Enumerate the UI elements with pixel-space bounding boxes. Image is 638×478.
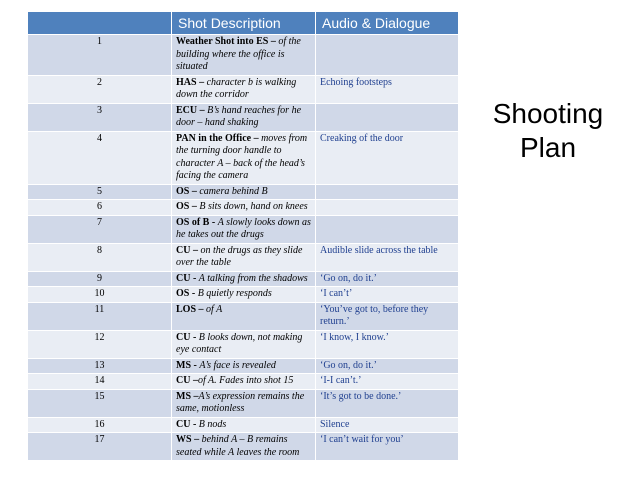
table-row [28, 433, 459, 461]
shot-description [172, 271, 316, 287]
audio-dialogue [316, 184, 459, 200]
shot-description [172, 103, 316, 131]
shot-detail: B’s hand reaches for he door – hand shaking [176, 104, 302, 128]
shot-detail: behind A – B remains seated while A leaves the room [176, 434, 300, 458]
shot-number: 3 [28, 103, 172, 131]
shot-number: 12 [28, 330, 172, 358]
shot-type: CU [176, 331, 191, 343]
shot-detail: B sits down, hand on knees [199, 201, 308, 212]
shot-detail: B quietly responds [197, 288, 272, 299]
shot-type: OS [176, 201, 190, 212]
shot-separator: – [268, 36, 279, 47]
shot-number: 7 [28, 215, 172, 243]
shot-description [172, 330, 316, 358]
shot-type: OS [176, 288, 190, 299]
shot-type: CU [176, 244, 191, 256]
header-audio-dialogue: Audio & Dialogue [316, 12, 459, 35]
shot-number: 13 [28, 358, 172, 374]
shot-description [172, 131, 316, 184]
table-row [28, 103, 459, 131]
shot-detail: of A. Fades into shot 15 [197, 375, 294, 386]
audio-dialogue: ‘Go on, do it.’ [316, 271, 459, 287]
shot-number: 9 [28, 271, 172, 287]
shot-number: 1 [28, 35, 172, 76]
shot-type: CU [176, 272, 191, 284]
title-line-1: Shooting [492, 98, 604, 129]
shot-description [172, 389, 316, 417]
audio-dialogue [316, 215, 459, 243]
shot-detail: on the drugs as they slide over the table [176, 244, 303, 268]
table-row [28, 131, 459, 184]
shot-description [172, 433, 316, 461]
shot-description [172, 243, 316, 271]
header-shot-description: Shot Description [172, 12, 316, 35]
shot-number: 17 [28, 433, 172, 461]
shot-separator: - [190, 418, 199, 430]
table-row [28, 215, 459, 243]
shooting-plan-table [27, 11, 459, 461]
shot-separator: – [189, 185, 200, 197]
shot-separator: - [190, 272, 199, 284]
audio-dialogue: ‘Go on, do it.’ [316, 358, 459, 374]
table-body [28, 35, 459, 461]
shot-number: 15 [28, 389, 172, 417]
shot-description [172, 215, 316, 243]
audio-dialogue: Creaking of the door [316, 131, 459, 184]
table-row [28, 184, 459, 200]
shot-separator: – [251, 132, 262, 144]
shot-separator: - [191, 359, 200, 371]
table-row [28, 358, 459, 374]
shot-detail: A slowly looks down as he takes out the drugs [176, 216, 311, 240]
shot-detail: of the building where the office is situated [176, 36, 301, 72]
shot-separator: - [189, 288, 198, 299]
shot-number: 14 [28, 374, 172, 390]
shot-detail: B nods [198, 418, 227, 430]
shot-type: MS [176, 390, 191, 402]
table-row [28, 330, 459, 358]
shot-separator: – [190, 244, 201, 256]
shot-type: OS [176, 185, 190, 197]
table-row [28, 200, 459, 216]
shot-separator: – [191, 390, 199, 402]
audio-dialogue [316, 35, 459, 76]
table-row [28, 374, 459, 390]
shot-separator: – [189, 201, 200, 212]
shot-number: 4 [28, 131, 172, 184]
audio-dialogue [316, 103, 459, 131]
header-number [28, 12, 172, 35]
shot-description [172, 358, 316, 374]
shot-description [172, 35, 316, 76]
table-row [28, 75, 459, 103]
audio-dialogue: Echoing footsteps [316, 75, 459, 103]
audio-dialogue: ‘I can’t wait for you’ [316, 433, 459, 461]
shot-type: HAS [176, 76, 197, 88]
shot-detail: of A [206, 303, 223, 315]
shot-separator: - [209, 216, 218, 228]
shot-number: 2 [28, 75, 172, 103]
shot-description [172, 287, 316, 303]
shot-separator: – [191, 434, 202, 445]
audio-dialogue: ‘I-I can’t.’ [316, 374, 459, 390]
shot-type: ECU [176, 104, 198, 116]
shot-description [172, 417, 316, 433]
audio-dialogue: ‘You’ve got to, before they return.’ [316, 302, 459, 330]
shot-separator: – [197, 104, 208, 116]
shot-detail: A talking from the shadows [198, 272, 308, 284]
audio-dialogue: Audible slide across the table [316, 243, 459, 271]
shot-description [172, 374, 316, 390]
shot-type: WS [176, 434, 192, 445]
shot-description [172, 75, 316, 103]
shot-detail: A’s face is revealed [199, 359, 276, 371]
shot-separator: – [196, 76, 207, 88]
shot-number: 8 [28, 243, 172, 271]
shot-detail: moves from the turning door handle to character A – back of the head’s facing the camera [176, 132, 308, 181]
shot-type: CU [176, 418, 191, 430]
shot-number: 5 [28, 184, 172, 200]
shot-number: 10 [28, 287, 172, 303]
shot-detail: B looks down, not making eye contact [176, 331, 303, 355]
table-row [28, 271, 459, 287]
audio-dialogue: ‘It’s got to be done.’ [316, 389, 459, 417]
table-header-row [28, 12, 459, 35]
shot-detail: camera behind B [199, 185, 268, 197]
table-row [28, 35, 459, 76]
audio-dialogue [316, 200, 459, 216]
shot-separator: – [190, 375, 198, 386]
title-line-2: Plan [519, 132, 577, 163]
table-row [28, 389, 459, 417]
shot-detail: character b is walking down the corridor [176, 76, 297, 100]
shot-type: PAN in the Office [176, 132, 252, 144]
table-row [28, 287, 459, 303]
audio-dialogue: ‘I can’t’ [316, 287, 459, 303]
shot-description [172, 200, 316, 216]
table-row [28, 302, 459, 330]
shot-description [172, 184, 316, 200]
shot-separator: – [196, 303, 207, 315]
shot-type: Weather Shot into ES [176, 36, 269, 47]
shot-type: MS [176, 359, 191, 371]
table-row [28, 243, 459, 271]
page-title [478, 97, 618, 165]
shot-type: CU [176, 375, 191, 386]
shot-number: 6 [28, 200, 172, 216]
shot-number: 16 [28, 417, 172, 433]
shot-number: 11 [28, 302, 172, 330]
shot-type: OS of B [176, 216, 210, 228]
audio-dialogue: ‘I know, I know.’ [316, 330, 459, 358]
shot-separator: - [190, 331, 199, 343]
shot-detail: A’s expression remains the same, motionless [176, 390, 305, 414]
shot-description [172, 302, 316, 330]
table-row [28, 417, 459, 433]
shot-type: LOS [176, 303, 197, 315]
audio-dialogue: Silence [316, 417, 459, 433]
